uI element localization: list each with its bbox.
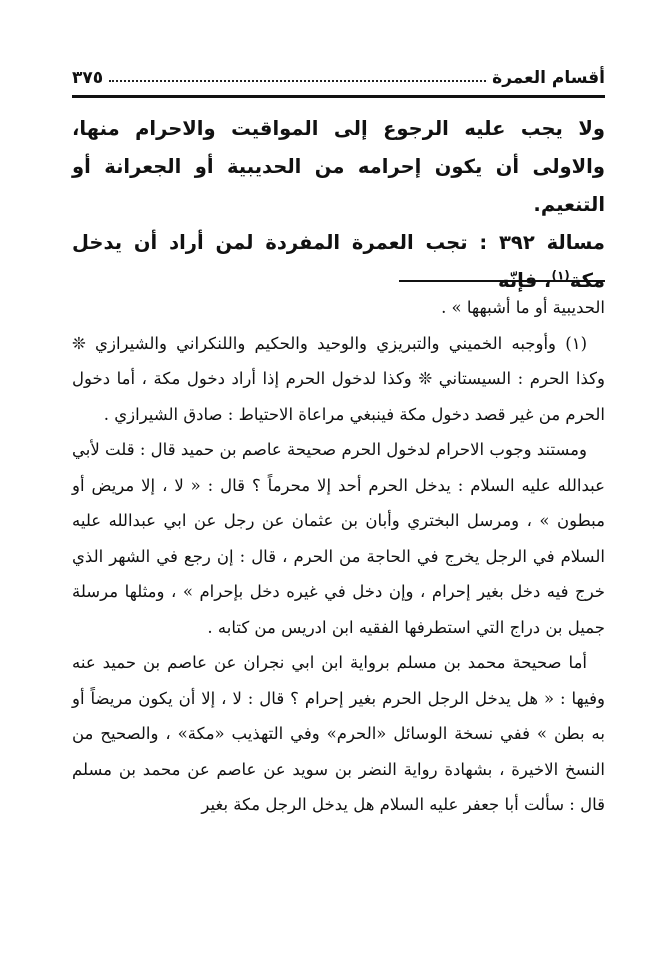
running-header xyxy=(72,58,605,88)
footnote-1: (١) وأوجبه الخميني والتبريزي والوحيد والحكيم واللنكراني والشيرازي ❊ وكذا الحرم : السيستاني ❊ وكذا لدخول الحرم إذا أراد دخول مكة ، أما دخول الحرم من غير قصد دخول مكة فينبغي مراعاة الاحتياط : صادق الشيرازي . xyxy=(72,333,605,424)
dot-leader xyxy=(109,80,486,82)
issue-tail: ، فإنّه xyxy=(498,269,552,292)
footnote-paragraph: أما صحيحة محمد بن مسلم برواية ابن ابي نجران عن عاصم بن حميد عنه وفيها : « هل يدخل الرجل الحرم بغير إحرام ؟ قال : لا ، إلا أن يكون مريضاً أو به بطن » ففي نسخة الوسائل «الحرم» وفي التهذيب «مكة» ، والصحيح من النسخ الاخيرة ، بشهادة رواية النضر بن سويد عن عاصم عن محمد بن مسلم قال : سألت أبا جعفر عليه السلام هل يدخل الرجل مكة بغير xyxy=(72,653,605,814)
issue-text: : تجب العمرة المفردة لمن أراد أن يدخل مكة xyxy=(72,231,605,292)
footnote-paragraph: ومستند وجوب الاحرام لدخول الحرم صحيحة عاصم بن حميد قال : قلت لأبي عبدالله عليه السلام : يدخل الحرم أحد إلا محرماً ؟ قال : « لا ، إلا مريض أو مبطون » ، ومرسل البختري وأبان بن عثمان عن رجل عن ابي عبدالله عليه السلام في الرجل يخرج في الحاجة من الحرم ، قال : إن رجع في الشهر الذي خرج فيه دخل بغير إحرام ، وإن دخل في غيره دخل بإحرام » ، ومثلها مرسلة جميل بن دراج التي استطرفها الفقيه ابن ادريس من كتابه . xyxy=(72,440,605,637)
issue-number: مسالة ٣٩٢ xyxy=(499,231,605,254)
main-paragraph: ولا يجب عليه الرجوع إلى المواقيت والاحرام منها، والاولى أن يكون إحرامه من الحديبية أو الجعرانة أو التنعيم. xyxy=(72,117,605,216)
footnotes xyxy=(72,290,605,823)
header-rule xyxy=(72,95,605,98)
footnote-separator xyxy=(399,280,605,282)
footnote-reference[interactable]: (١) xyxy=(551,268,570,283)
footnote-continuation: الحديبية أو ما أشبهها » . xyxy=(441,298,605,317)
page-number: ٣٧٥ xyxy=(72,68,104,88)
chapter-title: أقسام العمرة xyxy=(492,68,605,88)
issue-paragraph xyxy=(72,224,605,300)
main-text xyxy=(72,110,605,300)
